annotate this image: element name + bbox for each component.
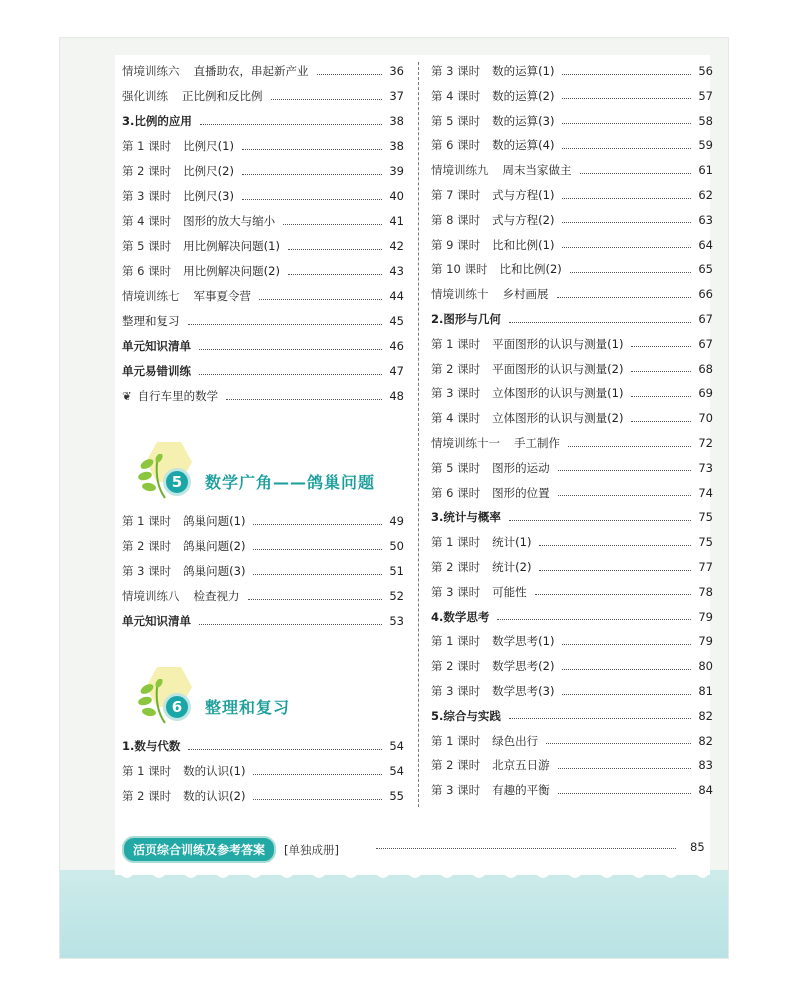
toc-entry[interactable] [431, 384, 713, 402]
answers-label: 活页综合训练及参考答案 [122, 836, 276, 863]
toc-entry[interactable] [122, 612, 404, 630]
leader-dots [535, 594, 691, 595]
toc-page: 75 [698, 510, 713, 525]
toc-lesson: 第 2 课时 [431, 361, 481, 376]
leader-dots [570, 272, 691, 273]
toc-entry[interactable] [122, 387, 404, 405]
toc-page: 50 [389, 539, 404, 553]
toc-title: 2.图形与几何 [431, 312, 501, 326]
toc-page: 63 [698, 212, 713, 227]
toc-entry[interactable] [431, 558, 713, 576]
unit5-number: 5 [163, 468, 191, 496]
toc-title: 数学思考(3) [492, 684, 555, 698]
toc-page: 80 [698, 659, 713, 674]
toc-lesson: 第 5 课时 [431, 113, 481, 128]
leader-dots [253, 799, 382, 800]
toc-entry[interactable] [431, 136, 713, 154]
toc-lesson: 第 1 课时 [122, 514, 172, 528]
answers-note: [单独成册] [284, 842, 339, 857]
toc-page: 44 [389, 289, 404, 303]
leader-dots [188, 749, 382, 750]
leader-dots [631, 371, 691, 372]
unit6-number: 6 [163, 693, 191, 721]
toc-page: 67 [698, 312, 713, 326]
toc-page: 58 [698, 113, 713, 128]
leader-dots [188, 324, 383, 325]
unit5-header [125, 440, 415, 510]
toc-lesson: 第 1 课时 [122, 139, 172, 153]
toc-title: 检查视力 [193, 589, 240, 603]
leader-dots [242, 149, 382, 150]
toc-entry[interactable] [431, 434, 713, 452]
toc-title: 图形的放大与缩小 [183, 214, 276, 228]
leader-dots [253, 549, 382, 550]
toc-lesson: 第 6 课时 [431, 138, 481, 153]
toc-entry[interactable] [431, 310, 713, 328]
toc-page: 81 [698, 684, 713, 698]
leader-dots [259, 299, 382, 300]
toc-lesson: 第 2 课时 [431, 758, 481, 773]
toc-lesson: 第 1 课时 [431, 733, 481, 748]
toc-title: 单元知识清单 [122, 339, 191, 353]
leader-dots [288, 249, 382, 250]
toc-entry[interactable] [122, 62, 404, 80]
toc-lesson: 第 2 课时 [431, 560, 481, 574]
toc-lesson: 第 4 课时 [122, 214, 172, 228]
toc-page: 82 [698, 733, 713, 748]
toc-page: 57 [698, 88, 713, 103]
toc-lesson: 第 5 课时 [431, 460, 481, 475]
toc-page: 55 [389, 789, 404, 803]
leader-dots [562, 669, 691, 670]
leader-dots [248, 599, 383, 600]
toc-title: 数的认识(1) [183, 764, 246, 778]
toc-entry[interactable] [431, 236, 713, 254]
toc-title: 3.统计与概率 [431, 510, 501, 525]
wavy-edge [115, 862, 710, 884]
toc-title: 鸽巢问题(1) [183, 514, 246, 528]
toc-entry[interactable] [122, 137, 404, 155]
toc-page: 68 [698, 361, 713, 376]
toc-entry[interactable] [122, 187, 404, 205]
toc-page: 61 [698, 163, 713, 178]
toc-title: 立体图形的认识与测量(2) [492, 411, 624, 426]
leader-dots [558, 495, 691, 496]
leader-dots [631, 346, 691, 347]
toc-entry[interactable] [431, 533, 713, 551]
leader-dots [253, 574, 382, 575]
toc-title: 用比例解决问题(2) [183, 264, 280, 278]
toc-title: 数的认识(2) [183, 789, 246, 803]
leader-dots [562, 247, 691, 248]
toc-title: 图形的运动 [492, 460, 550, 475]
toc-title: 单元知识清单 [122, 614, 191, 628]
toc-lesson: 第 2 课时 [122, 789, 172, 803]
toc-page: 82 [698, 708, 713, 723]
toc-lesson: 第 2 课时 [431, 659, 481, 674]
leader-dots [199, 349, 382, 350]
toc-page: 36 [389, 64, 404, 78]
toc-title: 数的运算(1) [492, 64, 555, 78]
toc-title: 比和比例(1) [492, 237, 555, 252]
leader-dots [283, 224, 382, 225]
toc-page: 79 [698, 634, 713, 649]
toc-page: 38 [389, 114, 404, 128]
toc-page: 37 [389, 89, 404, 103]
toc-lesson: 情境训练六 [122, 64, 180, 78]
toc-title: 自行车里的数学 [137, 389, 219, 403]
toc-page: 47 [389, 364, 404, 378]
toc-entry[interactable] [431, 211, 713, 229]
toc-entry[interactable] [122, 262, 404, 280]
toc-entry[interactable] [431, 583, 713, 601]
toc-lesson: 第 3 课时 [431, 584, 481, 599]
toc-entry[interactable] [431, 360, 713, 378]
toc-page: 69 [698, 386, 713, 401]
toc-entry[interactable] [122, 587, 404, 605]
toc-entry[interactable] [122, 87, 404, 105]
answers-leader-dots [376, 848, 676, 849]
toc-entry[interactable] [431, 484, 713, 502]
leader-dots [580, 173, 692, 174]
leader-dots [568, 446, 691, 447]
leader-dots [509, 322, 691, 323]
toc-page: 77 [698, 560, 713, 574]
leader-dots [562, 148, 691, 149]
toc-page: 51 [389, 564, 404, 578]
toc-lesson: 第 2 课时 [122, 539, 172, 553]
toc-title: 3.比例的应用 [122, 114, 192, 128]
toc-page: 70 [698, 411, 713, 426]
toc-title: 单元易错训练 [122, 364, 191, 378]
toc-lesson: 第 4 课时 [431, 411, 481, 426]
toc-title: 数的运算(2) [492, 88, 555, 103]
toc-page: 49 [389, 514, 404, 528]
leaf-icon: ❦ [122, 389, 132, 403]
toc-title: 1.数与代数 [122, 739, 181, 753]
leader-dots [271, 99, 383, 100]
toc-page: 54 [389, 739, 404, 753]
toc-title: 整理和复习 [122, 314, 180, 328]
leader-dots [562, 198, 691, 199]
toc-page: 72 [698, 436, 713, 450]
toc-title: 5.综合与实践 [431, 708, 501, 723]
leader-dots [562, 123, 691, 124]
leader-dots [539, 545, 691, 546]
toc-lesson: 第 1 课时 [122, 764, 172, 778]
toc-page: 75 [698, 535, 713, 550]
toc-lesson: 第 3 课时 [122, 564, 172, 578]
toc-entry[interactable] [431, 186, 713, 204]
toc-page: 54 [389, 764, 404, 778]
toc-title: 式与方程(1) [492, 188, 555, 202]
toc-title: 数学思考(1) [492, 634, 555, 649]
toc-page: 42 [389, 239, 404, 253]
toc-lesson: 第 3 课时 [431, 783, 481, 798]
toc-entry[interactable] [431, 459, 713, 477]
toc-entry[interactable] [431, 682, 713, 700]
toc-lesson: 第 3 课时 [122, 189, 172, 203]
unit5-title: 数学广角——鸽巢问题 [205, 473, 376, 492]
toc-page: 84 [698, 783, 713, 798]
leader-dots [200, 124, 382, 125]
toc-page: 43 [389, 264, 404, 278]
toc-title: 有趣的平衡 [492, 783, 550, 798]
toc-title: 比例尺(2) [183, 164, 234, 178]
toc-lesson: 第 10 课时 [431, 262, 488, 277]
unit6-title: 整理和复习 [205, 698, 291, 717]
toc-page: 79 [698, 609, 713, 624]
leader-dots [253, 524, 382, 525]
toc-entry[interactable] [122, 112, 404, 130]
toc-lesson: 情境训练十 [431, 287, 489, 302]
toc-lesson: 第 6 课时 [122, 264, 172, 278]
toc-lesson: 情境训练九 [431, 163, 489, 178]
leader-dots [199, 624, 382, 625]
toc-title: 周末当家做主 [502, 163, 572, 178]
toc-entry[interactable] [122, 737, 404, 755]
toc-lesson: 第 8 课时 [431, 212, 481, 227]
toc-title: 4.数学思考 [431, 609, 490, 624]
toc-lesson: 强化训练 [122, 89, 168, 103]
toc-entry[interactable] [431, 508, 713, 526]
toc-entry[interactable] [431, 707, 713, 725]
toc-entry[interactable] [431, 112, 713, 130]
toc-entry[interactable] [431, 409, 713, 427]
leader-dots [557, 297, 692, 298]
toc-lesson: 第 6 课时 [431, 485, 481, 500]
toc-entry[interactable] [122, 312, 404, 330]
leader-dots [242, 174, 382, 175]
leader-dots [562, 98, 691, 99]
toc-page: 66 [698, 287, 713, 302]
toc-entry[interactable] [122, 337, 404, 355]
toc-lesson: 第 1 课时 [431, 535, 481, 550]
leader-dots [539, 570, 691, 571]
toc-lesson: 第 5 课时 [122, 239, 172, 253]
toc-page: 48 [389, 389, 404, 403]
toc-lesson: 第 4 课时 [431, 88, 481, 103]
leader-dots [497, 619, 691, 620]
toc-entry[interactable] [122, 212, 404, 230]
leader-dots [546, 743, 691, 744]
toc-title: 式与方程(2) [492, 212, 555, 227]
toc-title: 比例尺(1) [183, 139, 234, 153]
answers-page: 85 [690, 840, 705, 854]
toc-lesson: 情境训练八 [122, 589, 180, 603]
toc-page: 41 [389, 214, 404, 228]
toc-page: 73 [698, 460, 713, 475]
toc-entry[interactable] [431, 161, 713, 179]
toc-page: 38 [389, 139, 404, 153]
leader-dots [562, 694, 691, 695]
unit6-header [125, 665, 415, 735]
toc-entry[interactable] [431, 657, 713, 675]
toc-page: 52 [389, 589, 404, 603]
toc-title: 比和比例(2) [499, 262, 562, 277]
toc-entry[interactable] [122, 362, 404, 380]
toc-title: 立体图形的认识与测量(1) [492, 386, 624, 401]
toc-title: 数的运算(4) [492, 138, 555, 153]
toc-entry[interactable] [122, 162, 404, 180]
leader-dots [509, 520, 691, 521]
toc-title: 可能性 [492, 584, 527, 599]
toc-page: 74 [698, 485, 713, 500]
toc-page: 40 [389, 189, 404, 203]
toc-entry[interactable] [122, 762, 404, 780]
toc-entry[interactable] [122, 287, 404, 305]
toc-entry[interactable] [122, 562, 404, 580]
toc-page: 67 [698, 336, 713, 351]
column-divider [418, 62, 419, 807]
leader-dots [317, 74, 383, 75]
toc-entry[interactable] [122, 537, 404, 555]
leader-dots [242, 199, 382, 200]
toc-lesson: 情境训练七 [122, 289, 180, 303]
leader-dots [199, 374, 382, 375]
leader-dots [253, 774, 382, 775]
toc-lesson: 第 7 课时 [431, 188, 481, 202]
toc-entry[interactable] [431, 632, 713, 650]
toc-entry[interactable] [431, 260, 713, 278]
toc-page: 78 [698, 584, 713, 599]
toc-entry[interactable] [122, 787, 404, 805]
toc-lesson: 第 3 课时 [431, 386, 481, 401]
toc-page: 65 [698, 262, 713, 277]
toc-title: 鸽巢问题(3) [183, 564, 246, 578]
toc-page: 64 [698, 237, 713, 252]
leader-dots [562, 222, 691, 223]
toc-title: 平面图形的认识与测量(1) [492, 336, 624, 351]
toc-entry[interactable] [431, 732, 713, 750]
leader-dots [226, 399, 382, 400]
toc-title: 平面图形的认识与测量(2) [492, 361, 624, 376]
leader-dots [631, 421, 691, 422]
leader-dots [562, 644, 691, 645]
leader-dots [558, 470, 691, 471]
toc-lesson: 第 1 课时 [431, 336, 481, 351]
toc-title: 统计(2) [492, 560, 532, 574]
toc-lesson: 第 3 课时 [431, 64, 481, 78]
toc-lesson: 第 9 课时 [431, 237, 481, 252]
toc-entry[interactable] [122, 237, 404, 255]
toc-title: 直播助农，串起新产业 [193, 64, 309, 78]
toc-lesson: 第 1 课时 [431, 634, 481, 649]
toc-title: 数的运算(3) [492, 113, 555, 128]
toc-page: 83 [698, 758, 713, 773]
toc-lesson: 第 3 课时 [431, 684, 481, 698]
toc-title: 北京五日游 [492, 758, 550, 773]
toc-title: 图形的位置 [492, 485, 550, 500]
toc-title: 正比例和反比例 [182, 89, 263, 103]
toc-title: 军事夏令营 [193, 289, 251, 303]
toc-page: 56 [698, 64, 713, 78]
toc-title: 用比例解决问题(1) [183, 239, 280, 253]
leader-dots [509, 718, 691, 719]
leader-dots [631, 396, 691, 397]
toc-entry[interactable] [431, 335, 713, 353]
toc-page: 59 [698, 138, 713, 153]
toc-title: 手工制作 [514, 436, 560, 450]
leader-dots [562, 74, 691, 75]
leader-dots [558, 768, 691, 769]
toc-title: 鸽巢问题(2) [183, 539, 246, 553]
leader-dots [288, 274, 382, 275]
toc-page: 39 [389, 164, 404, 178]
toc-lesson: 情境训练十一 [431, 436, 500, 450]
toc-page: 62 [698, 188, 713, 202]
toc-entry[interactable] [122, 512, 404, 530]
toc-entry[interactable] [431, 608, 713, 626]
answers-entry[interactable] [122, 836, 339, 863]
toc-title: 绿色出行 [492, 733, 539, 748]
toc-title: 乡村画展 [502, 287, 549, 302]
toc-entry[interactable] [431, 62, 713, 80]
toc-page: 53 [389, 614, 404, 628]
toc-title: 数学思考(2) [492, 659, 555, 674]
toc-title: 比例尺(3) [183, 189, 234, 203]
toc-lesson: 第 2 课时 [122, 164, 172, 178]
toc-page: 45 [389, 314, 404, 328]
toc-entry[interactable] [431, 87, 713, 105]
toc-entry[interactable] [431, 756, 713, 774]
toc-page: 46 [389, 339, 404, 353]
toc-entry[interactable] [431, 285, 713, 303]
toc-entry[interactable] [431, 781, 713, 799]
leader-dots [558, 793, 691, 794]
toc-title: 统计(1) [492, 535, 532, 550]
